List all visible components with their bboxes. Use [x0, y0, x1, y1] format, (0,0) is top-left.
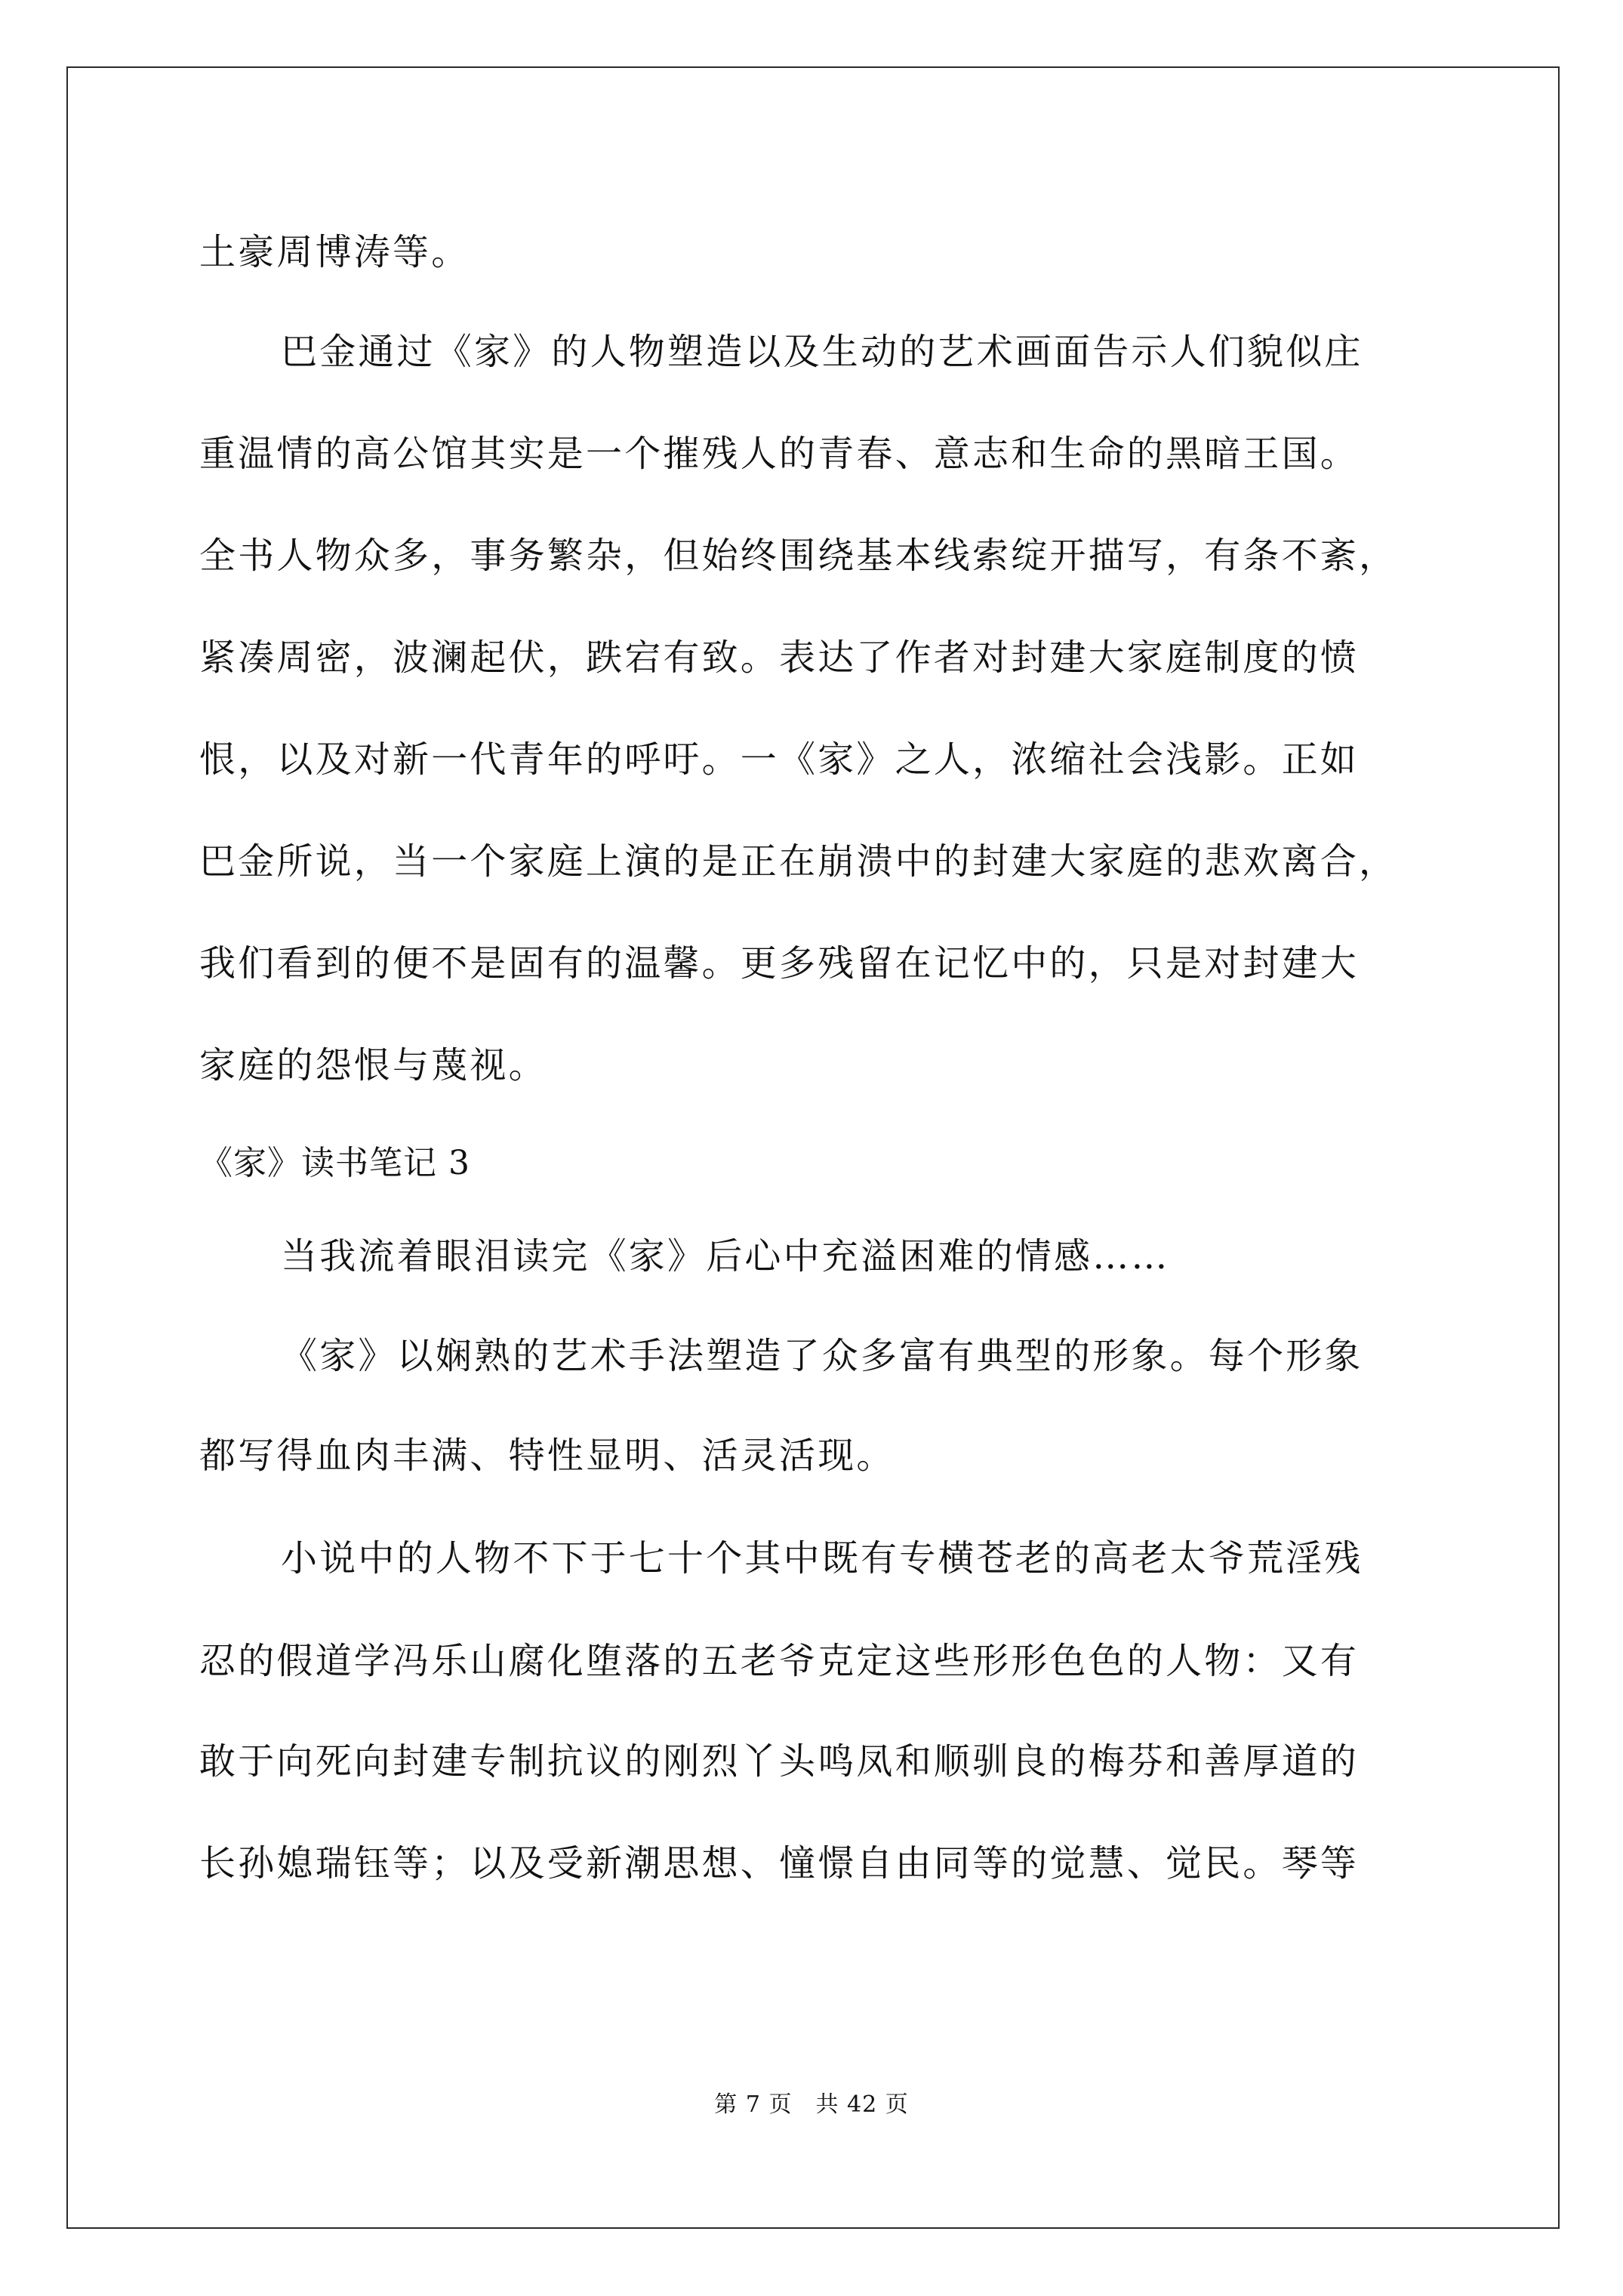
paragraph-line: 小说中的人物不下于七十个其中既有专横苍老的高老太爷荒淫残 [281, 1537, 1363, 1579]
paragraph-line: 紧凑周密，波澜起伏，跌宕有致。表达了作者对封建大家庭制度的愤 [199, 636, 1360, 679]
paragraph-line: 当我流着眼泪读完《家》后心中充溢困难的情感…… [281, 1235, 1170, 1277]
paragraph-line: 巴金所说，当一个家庭上演的是正在崩溃中的封建大家庭的悲欢离合， [199, 840, 1398, 883]
paragraph-line: 重温情的高公馆其实是一个摧残人的青春、意志和生命的黑暗王国。 [199, 433, 1360, 475]
paragraph-line: 巴金通过《家》的人物塑造以及生动的艺术画面告示人们貌似庄 [281, 331, 1363, 373]
paragraph-line: 家庭的怨恨与蔑视。 [199, 1044, 547, 1086]
section-heading: 《家》读书笔记 3 [199, 1144, 470, 1182]
paragraph-line: 土豪周博涛等。 [199, 231, 470, 273]
paragraph-line: 都写得血肉丰满、特性显明、活灵活现。 [199, 1435, 895, 1477]
paragraph-line: 我们看到的便不是固有的温馨。更多残留在记忆中的，只是对封建大 [199, 942, 1360, 985]
paragraph-line: 全书人物众多，事务繁杂，但始终围绕基本线索绽开描写，有条不紊， [199, 535, 1398, 577]
paragraph-line: 《家》以娴熟的艺术手法塑造了众多富有典型的形象。每个形象 [281, 1335, 1363, 1377]
paragraph-line: 恨，以及对新一代青年的呼吁。一《家》之人，浓缩社会浅影。正如 [199, 738, 1360, 781]
page-number-footer: 第 7 页 共 42 页 [714, 2091, 909, 2118]
paragraph-line: 敢于向死向封建专制抗议的刚烈丫头鸣凤和顺驯良的梅芬和善厚道的 [199, 1740, 1360, 1783]
paragraph-line: 忍的假道学冯乐山腐化堕落的五老爷克定这些形形色色的人物：又有 [199, 1640, 1360, 1682]
paragraph-line: 长孙媳瑞钰等；以及受新潮思想、憧憬自由同等的觉慧、觉民。琴等 [199, 1842, 1360, 1885]
